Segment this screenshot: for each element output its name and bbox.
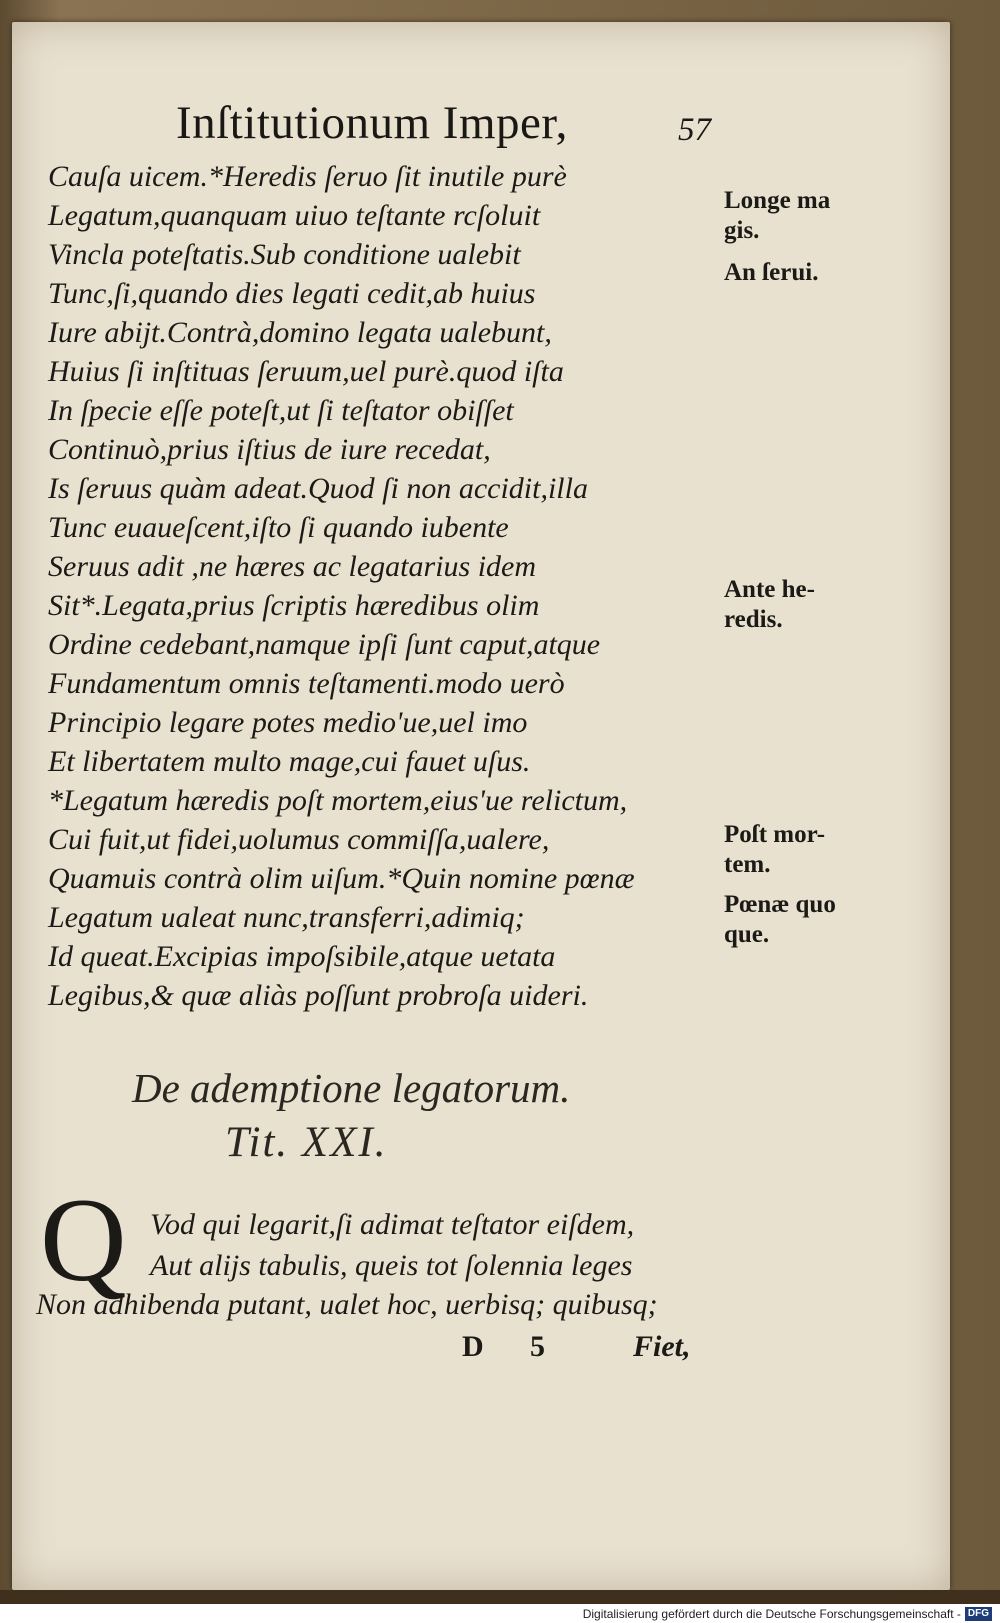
verse-line: Continuò,prius iſtius de iure recedat, [48,433,491,466]
verse-line: Tunc,ſi,quando dies legati cedit,ab huius [48,277,536,310]
verse-line: Et libertatem multo mage,cui fauet uſus. [48,745,531,778]
verse-line: Quamuis contrà olim uiſum.*Quin nomine pœnæ [48,862,635,895]
page-number: 57 [678,112,711,148]
margin-note [724,258,884,288]
margin-note-line: Longe ma [724,187,831,214]
margin-note [724,186,884,246]
drop-initial: Q [40,1173,127,1306]
book-bottom-edge [0,1590,1000,1604]
section-title: De ademptione legatorum. [132,1065,571,1111]
verse-line: Legibus,& quæ aliàs poſſunt probroſa uideri. [48,979,589,1012]
section-number: Tit. XXI. [225,1119,388,1166]
running-head: Inſtitutionum Imper, [176,97,568,149]
margin-note-line: gis. [724,217,760,244]
footer [583,1606,992,1622]
margin-note-line: tem. [724,851,771,878]
verse-line: Iure abijt.Contrà,domino legata ualebunt, [48,316,552,349]
verse-line: Sit*.Legata,prius ſcriptis hæredibus olim [48,589,540,622]
verse-line: *Legatum hæredis poſt mortem,eius'ue relictum, [48,784,628,817]
verse-line: Aut alijs tabulis, queis tot ſolennia leges [150,1249,633,1282]
signature-mark: D [462,1330,484,1363]
verse-line: Id queat.Excipias impoſsibile,atque uetata [48,940,556,973]
margin-note-line: que. [724,921,770,948]
verse-line: Huius ſi inſtituas ſeruum,uel purè.quod iſta [48,355,564,388]
verse-line: Vincla poteſtatis.Sub conditione ualebit [48,238,521,271]
margin-note-line: Pœnæ quo [724,891,836,918]
signature-number: 5 [530,1330,545,1363]
verse-line: Principio legare potes medio'ue,uel imo [48,706,528,739]
verse-line: Non adhibenda putant, ualet hoc, uerbisq; quibusq; [36,1288,658,1321]
verse-line: Vod qui legarit,ſi adimat teſtator eiſdem, [150,1208,635,1241]
verse-line: Seruus adit ,ne hæres ac legatarius idem [48,550,537,583]
margin-note-line: Ante he- [724,576,815,603]
verse-line: Cauſa uicem.*Heredis ſeruo ſit inutile purè [48,160,567,193]
catchword: Fiet, [633,1330,691,1363]
verse-line: Cui fuit,ut fidei,uolumus commiſſa,ualere, [48,823,550,856]
margin-note [724,890,884,950]
dfg-logo: DFG [965,1607,992,1621]
margin-note-line: An ſerui. [724,259,819,286]
margin-note [724,820,884,880]
verse-line: Legatum ualeat nunc,transferri,adimiq; [48,901,525,934]
footer-text: Digitalisierung gefördert durch die Deutsche Forschungsgemeinschaft - [582,1607,961,1621]
verse-line: Legatum,quanquam uiuo teſtante rcſoluit [48,199,541,232]
verse-line: Fundamentum omnis teſtamenti.modo uerò [48,667,565,700]
margin-note [724,575,884,635]
margin-note-line: Poſt mor- [724,821,826,848]
verse-line: In ſpecie eſſe poteſt,ut ſi teſtator obiſſet [48,394,514,427]
margin-note-line: redis. [724,606,783,633]
verse-line: Ordine cedebant,namque ipſi ſunt caput,atque [48,628,601,661]
verse-line: Is ſeruus quàm adeat.Quod ſi non accidit,illa [48,472,588,505]
verse-line: Tunc euaueſcent,iſto ſi quando iubente [48,511,509,544]
